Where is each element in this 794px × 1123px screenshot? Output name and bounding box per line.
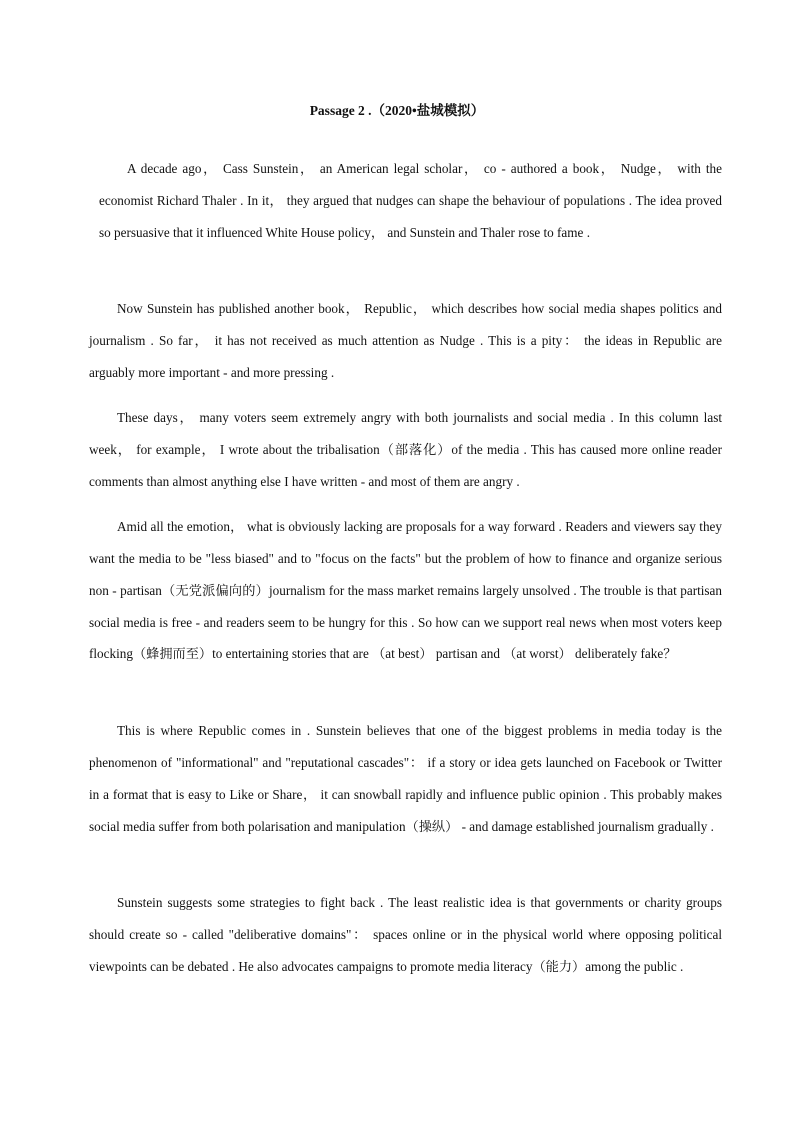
paragraph-1: A decade ago， Cass Sunstein， an American legal scholar， co - authored a book， Nudge， with the economist Richard Thaler . In it， they argued that nudges can shape the behaviour of populations . The idea proved so persuasive that it influenced White House policy， and Sunstein and Thaler rose to fame . [99, 161, 722, 240]
paragraph-5: This is where Republic comes in . Sunstein believes that one of the biggest problems in media today is the phenomenon of "informational" and "reputational cascades"： if a story or idea gets launched on Facebook or Twitter in a format that is easy to Like or Share， it can snowball rapidly and influence public opinion . This probably makes social media suffer from both polarisation and manipulation（操纵） - and damage established journalism gradually . [89, 723, 722, 834]
paragraph-4: Amid all the emotion， what is obviously lacking are proposals for a way forward . Readers and viewers say they want the media to be "less biased" and to "focus on the facts" but the problem of how to finance and organize serious non - partisan（无党派偏向的）journalism for the mass market remains largely unsolved . The trouble is that partisan social media is free - and readers seem to be hungry for this . So how can we support real news when most voters keep flocking（蜂拥而至）to entertaining stories that are （at best） partisan and （at worst） deliberately fake？ [89, 519, 722, 662]
paragraph-2: Now Sunstein has published another book， Republic， which describes how social media shapes politics and journalism . So far， it has not received as much attention as Nudge . This is a pity： the ideas in Republic are arguably more important - and more pressing . [89, 301, 722, 380]
passage-title: Passage 2 .（2020•盐城模拟） [309, 103, 485, 118]
paragraph-6: Sunstein suggests some strategies to fight back . The least realistic idea is that governments or charity groups should create so - called "deliberative domains"： spaces online or in the physical world where opposing political viewpoints can be debated . He also advocates campaigns to promote media literacy（能力）among the public . [89, 895, 722, 974]
paragraph-3: These days， many voters seem extremely angry with both journalists and social media . In this column last week， for example， I wrote about the tribalisation（部落化）of the media . This has caused more online reader comments than almost anything else I have written - and most of them are angry . [89, 410, 722, 489]
